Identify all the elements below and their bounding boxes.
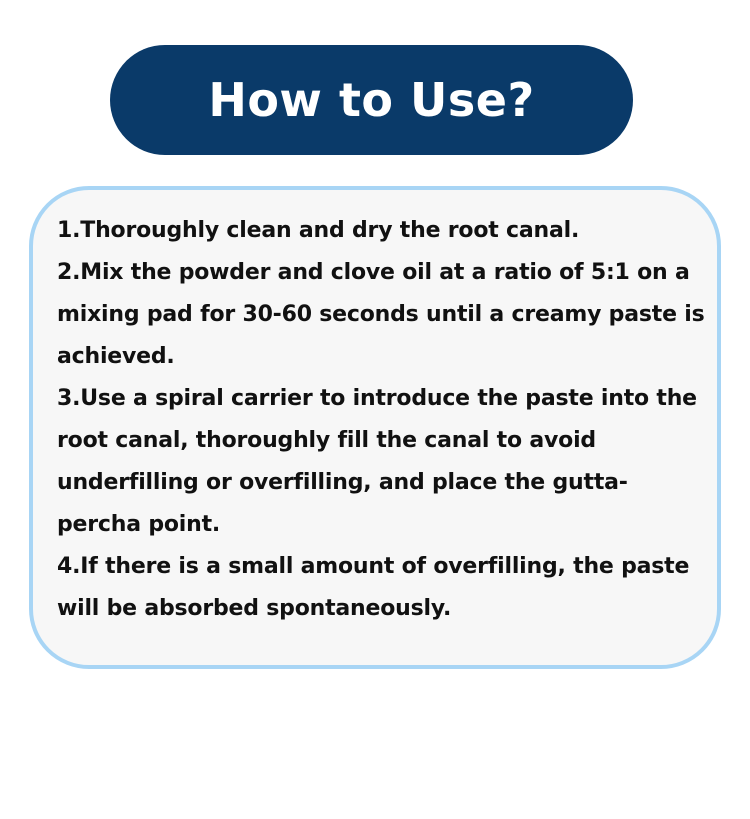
steps-list: [57, 210, 707, 630]
page-title: How to Use?: [208, 73, 535, 127]
instructions-card: [29, 186, 721, 669]
step-item-1: 1.Thoroughly clean and dry the root canal.: [57, 218, 580, 243]
step-item-4: 4.If there is a small amount of overfilling, the paste will be absorbed spontaneously.: [57, 554, 690, 621]
step-item-2: 2.Mix the powder and clove oil at a ratio of 5:1 on a mixing pad for 30-60 seconds until a creamy paste is achieved.: [57, 260, 705, 369]
title-banner: [110, 45, 633, 155]
step-item-3: 3.Use a spiral carrier to introduce the paste into the root canal, thoroughly fill the canal to avoid underfilling or overfilling, and place the gutta-percha point.: [57, 386, 697, 537]
